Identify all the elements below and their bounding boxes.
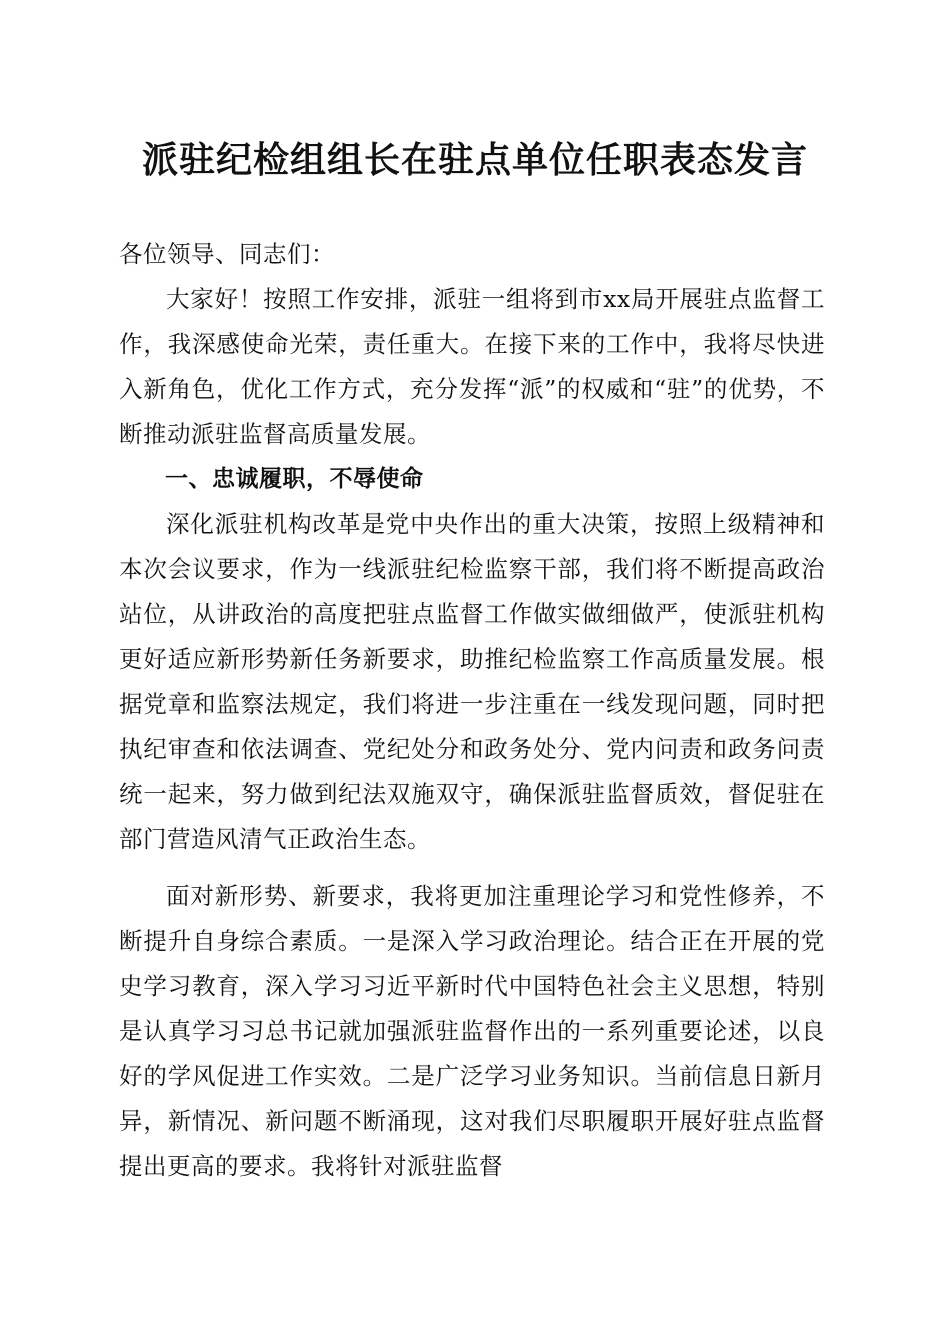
salutation: 各位领导、同志们：: [119, 240, 335, 268]
section-heading-1: 一、忠诚履职，不辱使命: [165, 466, 424, 492]
document-body: [119, 232, 825, 1189]
study-paragraph: 面对新形势、新要求，我将更加注重理论学习和党性修养，不断提升自身综合素质。一是深入学习政治理论。结合正在开展的党史学习教育，深入学习习近平新时代中国特色社会主义思想，特别是认真学习习总书记就加强派驻监督作出的一系列重要论述，以良好的学风促进工作实效。二是广泛学习业务知识。当前信息日新月异，新情况、新问题不断涌现，这对我们尽职履职开展好驻点监督提出更高的要求。我将针对派驻监督: [119, 882, 825, 1180]
document-title: 派驻纪检组组长在驻点单位任职表态发言: [141, 139, 808, 181]
intro-paragraph: 大家好！按照工作安排，派驻一组将到市xx局开展驻点监督工作，我深感使命光荣，责任重大。在接下来的工作中，我将尽快进入新角色，优化工作方式，充分发挥“派”的权威和“驻”的优势，不断推动派驻监督高质量发展。: [119, 285, 825, 448]
section1-paragraph: 深化派驻机构改革是党中央作出的重大决策，按照上级精神和本次会议要求，作为一线派驻纪检监察干部，我们将不断提高政治站位，从讲政治的高度把驻点监督工作做实做细做严，使派驻机构更好适应新形势新任务新要求，助推纪检监察工作高质量发展。根据党章和监察法规定，我们将进一步注重在一线发现问题，同时把执纪审查和依法调查、党纪处分和政务处分、党内问责和政务问责统一起来，努力做到纪法双施双守，确保派驻监督质效，督促驻在部门营造风清气正政治生态。: [119, 510, 825, 853]
